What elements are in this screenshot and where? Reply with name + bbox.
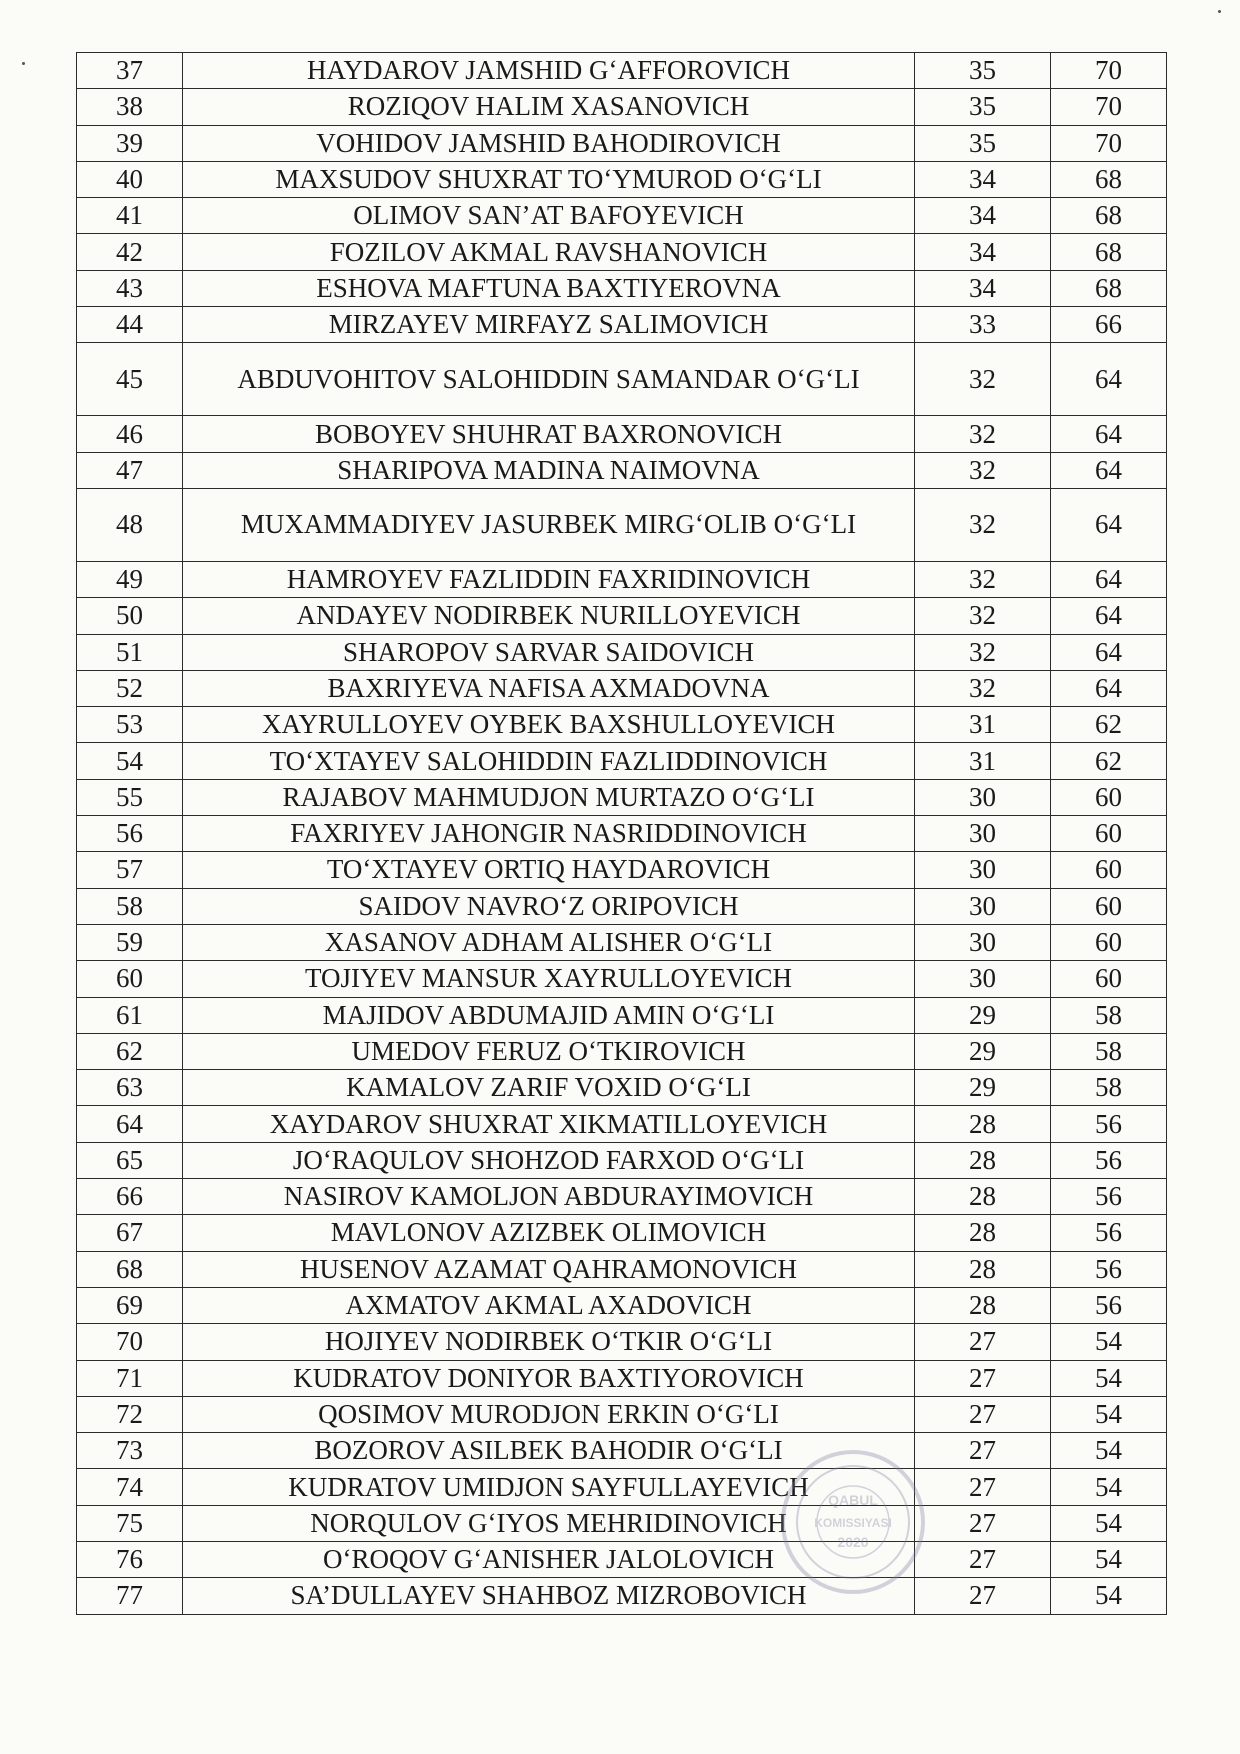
total-score-cell: 70 bbox=[1051, 89, 1167, 125]
full-name-cell: ESHOVA MAFTUNA BAXTIYEROVNA bbox=[183, 270, 915, 306]
full-name-cell: FOZILOV AKMAL RAVSHANOVICH bbox=[183, 234, 915, 270]
total-score-cell: 68 bbox=[1051, 161, 1167, 197]
full-name-cell: TOJIYEV MANSUR XAYRULLOYEVICH bbox=[183, 961, 915, 997]
score-cell: 27 bbox=[915, 1578, 1051, 1614]
row-number-cell: 56 bbox=[77, 816, 183, 852]
full-name-cell: JO‘RAQULOV SHOHZOD FARXOD O‘G‘LI bbox=[183, 1142, 915, 1178]
score-cell: 32 bbox=[915, 488, 1051, 561]
table-row bbox=[77, 924, 1167, 960]
table-row bbox=[77, 234, 1167, 270]
score-cell: 30 bbox=[915, 816, 1051, 852]
total-score-cell: 56 bbox=[1051, 1251, 1167, 1287]
full-name-cell: KAMALOV ZARIF VOXID O‘G‘LI bbox=[183, 1070, 915, 1106]
total-score-cell: 70 bbox=[1051, 125, 1167, 161]
score-cell: 27 bbox=[915, 1324, 1051, 1360]
score-cell: 32 bbox=[915, 416, 1051, 452]
score-cell: 27 bbox=[915, 1469, 1051, 1505]
table-row bbox=[77, 852, 1167, 888]
row-number-cell: 76 bbox=[77, 1541, 183, 1577]
score-cell: 27 bbox=[915, 1505, 1051, 1541]
full-name-cell: XAYDAROV SHUXRAT XIKMATILLOYEVICH bbox=[183, 1106, 915, 1142]
row-number-cell: 37 bbox=[77, 53, 183, 89]
full-name-cell: KUDRATOV DONIYOR BAXTIYOROVICH bbox=[183, 1360, 915, 1396]
table-row bbox=[77, 307, 1167, 343]
total-score-cell: 54 bbox=[1051, 1324, 1167, 1360]
score-cell: 31 bbox=[915, 743, 1051, 779]
full-name-cell: VOHIDOV JAMSHID BAHODIROVICH bbox=[183, 125, 915, 161]
total-score-cell: 56 bbox=[1051, 1179, 1167, 1215]
table-row bbox=[77, 1324, 1167, 1360]
total-score-cell: 56 bbox=[1051, 1142, 1167, 1178]
full-name-cell: O‘ROQOV G‘ANISHER JALOLOVICH bbox=[183, 1541, 915, 1577]
score-cell: 32 bbox=[915, 561, 1051, 597]
score-cell: 30 bbox=[915, 924, 1051, 960]
table-row bbox=[77, 1251, 1167, 1287]
total-score-cell: 60 bbox=[1051, 816, 1167, 852]
table-row bbox=[77, 816, 1167, 852]
total-score-cell: 58 bbox=[1051, 1033, 1167, 1069]
row-number-cell: 53 bbox=[77, 707, 183, 743]
scan-speck bbox=[22, 62, 25, 65]
row-number-cell: 64 bbox=[77, 1106, 183, 1142]
score-cell: 30 bbox=[915, 852, 1051, 888]
row-number-cell: 52 bbox=[77, 670, 183, 706]
total-score-cell: 64 bbox=[1051, 598, 1167, 634]
total-score-cell: 54 bbox=[1051, 1396, 1167, 1432]
row-number-cell: 77 bbox=[77, 1578, 183, 1614]
row-number-cell: 43 bbox=[77, 270, 183, 306]
row-number-cell: 39 bbox=[77, 125, 183, 161]
results-table bbox=[76, 52, 1167, 1615]
total-score-cell: 62 bbox=[1051, 743, 1167, 779]
row-number-cell: 61 bbox=[77, 997, 183, 1033]
score-cell: 32 bbox=[915, 343, 1051, 416]
table-row bbox=[77, 997, 1167, 1033]
full-name-cell: BOBOYEV SHUHRAT BAXRONOVICH bbox=[183, 416, 915, 452]
table-row bbox=[77, 125, 1167, 161]
total-score-cell: 62 bbox=[1051, 707, 1167, 743]
row-number-cell: 38 bbox=[77, 89, 183, 125]
full-name-cell: HOJIYEV NODIRBEK O‘TKIR O‘G‘LI bbox=[183, 1324, 915, 1360]
full-name-cell: MAXSUDOV SHUXRAT TO‘YMUROD O‘G‘LI bbox=[183, 161, 915, 197]
row-number-cell: 48 bbox=[77, 488, 183, 561]
row-number-cell: 59 bbox=[77, 924, 183, 960]
full-name-cell: NORQULOV G‘IYOS MEHRIDINOVICH bbox=[183, 1505, 915, 1541]
total-score-cell: 64 bbox=[1051, 452, 1167, 488]
score-cell: 27 bbox=[915, 1541, 1051, 1577]
score-cell: 30 bbox=[915, 961, 1051, 997]
table-row bbox=[77, 1505, 1167, 1541]
total-score-cell: 56 bbox=[1051, 1106, 1167, 1142]
table-row bbox=[77, 961, 1167, 997]
table-row bbox=[77, 888, 1167, 924]
svg-text:QABUL: QABUL bbox=[828, 1492, 878, 1508]
total-score-cell: 54 bbox=[1051, 1578, 1167, 1614]
table-row bbox=[77, 598, 1167, 634]
score-cell: 27 bbox=[915, 1433, 1051, 1469]
full-name-cell: SHAROPOV SARVAR SAIDOVICH bbox=[183, 634, 915, 670]
row-number-cell: 45 bbox=[77, 343, 183, 416]
total-score-cell: 64 bbox=[1051, 488, 1167, 561]
score-cell: 32 bbox=[915, 670, 1051, 706]
table-row bbox=[77, 1033, 1167, 1069]
full-name-cell: OLIMOV SAN’AT BAFOYEVICH bbox=[183, 198, 915, 234]
row-number-cell: 72 bbox=[77, 1396, 183, 1432]
total-score-cell: 54 bbox=[1051, 1505, 1167, 1541]
full-name-cell: HAYDAROV JAMSHID G‘AFFOROVICH bbox=[183, 53, 915, 89]
full-name-cell: MUXAMMADIYEV JASURBEK MIRG‘OLIB O‘G‘LI bbox=[183, 488, 915, 561]
full-name-cell: TO‘XTAYEV ORTIQ HAYDAROVICH bbox=[183, 852, 915, 888]
row-number-cell: 41 bbox=[77, 198, 183, 234]
results-table-body bbox=[77, 53, 1167, 1615]
table-row bbox=[77, 1215, 1167, 1251]
score-cell: 28 bbox=[915, 1106, 1051, 1142]
score-cell: 35 bbox=[915, 53, 1051, 89]
total-score-cell: 68 bbox=[1051, 270, 1167, 306]
total-score-cell: 68 bbox=[1051, 198, 1167, 234]
row-number-cell: 47 bbox=[77, 452, 183, 488]
row-number-cell: 74 bbox=[77, 1469, 183, 1505]
full-name-cell: ANDAYEV NODIRBEK NURILLOYEVICH bbox=[183, 598, 915, 634]
full-name-cell: ROZIQOV HALIM XASANOVICH bbox=[183, 89, 915, 125]
table-row bbox=[77, 743, 1167, 779]
score-cell: 35 bbox=[915, 89, 1051, 125]
total-score-cell: 60 bbox=[1051, 961, 1167, 997]
total-score-cell: 60 bbox=[1051, 779, 1167, 815]
row-number-cell: 60 bbox=[77, 961, 183, 997]
score-cell: 30 bbox=[915, 888, 1051, 924]
total-score-cell: 58 bbox=[1051, 1070, 1167, 1106]
score-cell: 34 bbox=[915, 270, 1051, 306]
table-row bbox=[77, 161, 1167, 197]
full-name-cell: XAYRULLOYEV OYBEK BAXSHULLOYEVICH bbox=[183, 707, 915, 743]
score-cell: 27 bbox=[915, 1360, 1051, 1396]
full-name-cell: HAMROYEV FAZLIDDIN FAXRIDINOVICH bbox=[183, 561, 915, 597]
row-number-cell: 50 bbox=[77, 598, 183, 634]
total-score-cell: 66 bbox=[1051, 307, 1167, 343]
table-row bbox=[77, 707, 1167, 743]
full-name-cell: SAIDOV NAVRO‘Z ORIPOVICH bbox=[183, 888, 915, 924]
full-name-cell: BOZOROV ASILBEK BAHODIR O‘G‘LI bbox=[183, 1433, 915, 1469]
full-name-cell: ABDUVOHITOV SALOHIDDIN SAMANDAR O‘G‘LI bbox=[183, 343, 915, 416]
score-cell: 34 bbox=[915, 161, 1051, 197]
row-number-cell: 75 bbox=[77, 1505, 183, 1541]
table-row bbox=[77, 1106, 1167, 1142]
total-score-cell: 64 bbox=[1051, 416, 1167, 452]
table-row bbox=[77, 343, 1167, 416]
full-name-cell: HUSENOV AZAMAT QAHRAMONOVICH bbox=[183, 1251, 915, 1287]
full-name-cell: XASANOV ADHAM ALISHER O‘G‘LI bbox=[183, 924, 915, 960]
total-score-cell: 60 bbox=[1051, 888, 1167, 924]
full-name-cell: FAXRIYEV JAHONGIR NASRIDDINOVICH bbox=[183, 816, 915, 852]
row-number-cell: 65 bbox=[77, 1142, 183, 1178]
total-score-cell: 60 bbox=[1051, 852, 1167, 888]
score-cell: 33 bbox=[915, 307, 1051, 343]
row-number-cell: 69 bbox=[77, 1287, 183, 1323]
score-cell: 28 bbox=[915, 1287, 1051, 1323]
total-score-cell: 60 bbox=[1051, 924, 1167, 960]
full-name-cell: NASIROV KAMOLJON ABDURAYIMOVICH bbox=[183, 1179, 915, 1215]
full-name-cell: MAVLONOV AZIZBEK OLIMOVICH bbox=[183, 1215, 915, 1251]
score-cell: 28 bbox=[915, 1215, 1051, 1251]
total-score-cell: 64 bbox=[1051, 670, 1167, 706]
total-score-cell: 64 bbox=[1051, 561, 1167, 597]
score-cell: 27 bbox=[915, 1396, 1051, 1432]
score-cell: 30 bbox=[915, 779, 1051, 815]
table-row bbox=[77, 1396, 1167, 1432]
score-cell: 31 bbox=[915, 707, 1051, 743]
full-name-cell: SA’DULLAYEV SHAHBOZ MIZROBOVICH bbox=[183, 1578, 915, 1614]
score-cell: 28 bbox=[915, 1179, 1051, 1215]
table-row bbox=[77, 1070, 1167, 1106]
table-row bbox=[77, 89, 1167, 125]
score-cell: 32 bbox=[915, 598, 1051, 634]
row-number-cell: 55 bbox=[77, 779, 183, 815]
total-score-cell: 56 bbox=[1051, 1215, 1167, 1251]
score-cell: 32 bbox=[915, 634, 1051, 670]
score-cell: 29 bbox=[915, 997, 1051, 1033]
table-row bbox=[77, 1433, 1167, 1469]
total-score-cell: 56 bbox=[1051, 1287, 1167, 1323]
row-number-cell: 44 bbox=[77, 307, 183, 343]
table-row bbox=[77, 198, 1167, 234]
total-score-cell: 64 bbox=[1051, 634, 1167, 670]
row-number-cell: 46 bbox=[77, 416, 183, 452]
svg-text:2020: 2020 bbox=[837, 1534, 869, 1550]
row-number-cell: 70 bbox=[77, 1324, 183, 1360]
full-name-cell: SHARIPOVA MADINA NAIMOVNA bbox=[183, 452, 915, 488]
score-cell: 28 bbox=[915, 1142, 1051, 1178]
full-name-cell: MAJIDOV ABDUMAJID AMIN O‘G‘LI bbox=[183, 997, 915, 1033]
score-cell: 35 bbox=[915, 125, 1051, 161]
table-row bbox=[77, 561, 1167, 597]
table-row bbox=[77, 1578, 1167, 1614]
table-row bbox=[77, 1142, 1167, 1178]
row-number-cell: 66 bbox=[77, 1179, 183, 1215]
table-row bbox=[77, 1541, 1167, 1577]
scan-speck bbox=[1218, 10, 1221, 13]
row-number-cell: 51 bbox=[77, 634, 183, 670]
table-row bbox=[77, 634, 1167, 670]
row-number-cell: 73 bbox=[77, 1433, 183, 1469]
total-score-cell: 64 bbox=[1051, 343, 1167, 416]
row-number-cell: 62 bbox=[77, 1033, 183, 1069]
row-number-cell: 57 bbox=[77, 852, 183, 888]
score-cell: 34 bbox=[915, 234, 1051, 270]
table-row bbox=[77, 488, 1167, 561]
full-name-cell: AXMATOV AKMAL AXADOVICH bbox=[183, 1287, 915, 1323]
table-row bbox=[77, 779, 1167, 815]
row-number-cell: 67 bbox=[77, 1215, 183, 1251]
score-cell: 34 bbox=[915, 198, 1051, 234]
score-cell: 29 bbox=[915, 1033, 1051, 1069]
row-number-cell: 40 bbox=[77, 161, 183, 197]
full-name-cell: MIRZAYEV MIRFAYZ SALIMOVICH bbox=[183, 307, 915, 343]
table-row bbox=[77, 1287, 1167, 1323]
total-score-cell: 54 bbox=[1051, 1541, 1167, 1577]
table-row bbox=[77, 670, 1167, 706]
table-row bbox=[77, 1469, 1167, 1505]
table-row bbox=[77, 452, 1167, 488]
table-row bbox=[77, 416, 1167, 452]
score-cell: 28 bbox=[915, 1251, 1051, 1287]
full-name-cell: BAXRIYEVA NAFISA AXMADOVNA bbox=[183, 670, 915, 706]
row-number-cell: 71 bbox=[77, 1360, 183, 1396]
row-number-cell: 49 bbox=[77, 561, 183, 597]
total-score-cell: 70 bbox=[1051, 53, 1167, 89]
total-score-cell: 54 bbox=[1051, 1433, 1167, 1469]
score-cell: 32 bbox=[915, 452, 1051, 488]
row-number-cell: 42 bbox=[77, 234, 183, 270]
total-score-cell: 54 bbox=[1051, 1469, 1167, 1505]
table-row bbox=[77, 1360, 1167, 1396]
table-row bbox=[77, 53, 1167, 89]
total-score-cell: 58 bbox=[1051, 997, 1167, 1033]
full-name-cell: TO‘XTAYEV SALOHIDDIN FAZLIDDINOVICH bbox=[183, 743, 915, 779]
full-name-cell: UMEDOV FERUZ O‘TKIROVICH bbox=[183, 1033, 915, 1069]
svg-text:KOMISSIYASI: KOMISSIYASI bbox=[814, 1516, 892, 1530]
total-score-cell: 68 bbox=[1051, 234, 1167, 270]
score-cell: 29 bbox=[915, 1070, 1051, 1106]
row-number-cell: 54 bbox=[77, 743, 183, 779]
total-score-cell: 54 bbox=[1051, 1360, 1167, 1396]
table-row bbox=[77, 270, 1167, 306]
full-name-cell: RAJABOV MAHMUDJON MURTAZO O‘G‘LI bbox=[183, 779, 915, 815]
table-row bbox=[77, 1179, 1167, 1215]
full-name-cell: QOSIMOV MURODJON ERKIN O‘G‘LI bbox=[183, 1396, 915, 1432]
row-number-cell: 68 bbox=[77, 1251, 183, 1287]
row-number-cell: 63 bbox=[77, 1070, 183, 1106]
row-number-cell: 58 bbox=[77, 888, 183, 924]
full-name-cell: KUDRATOV UMIDJON SAYFULLAYEVICH bbox=[183, 1469, 915, 1505]
